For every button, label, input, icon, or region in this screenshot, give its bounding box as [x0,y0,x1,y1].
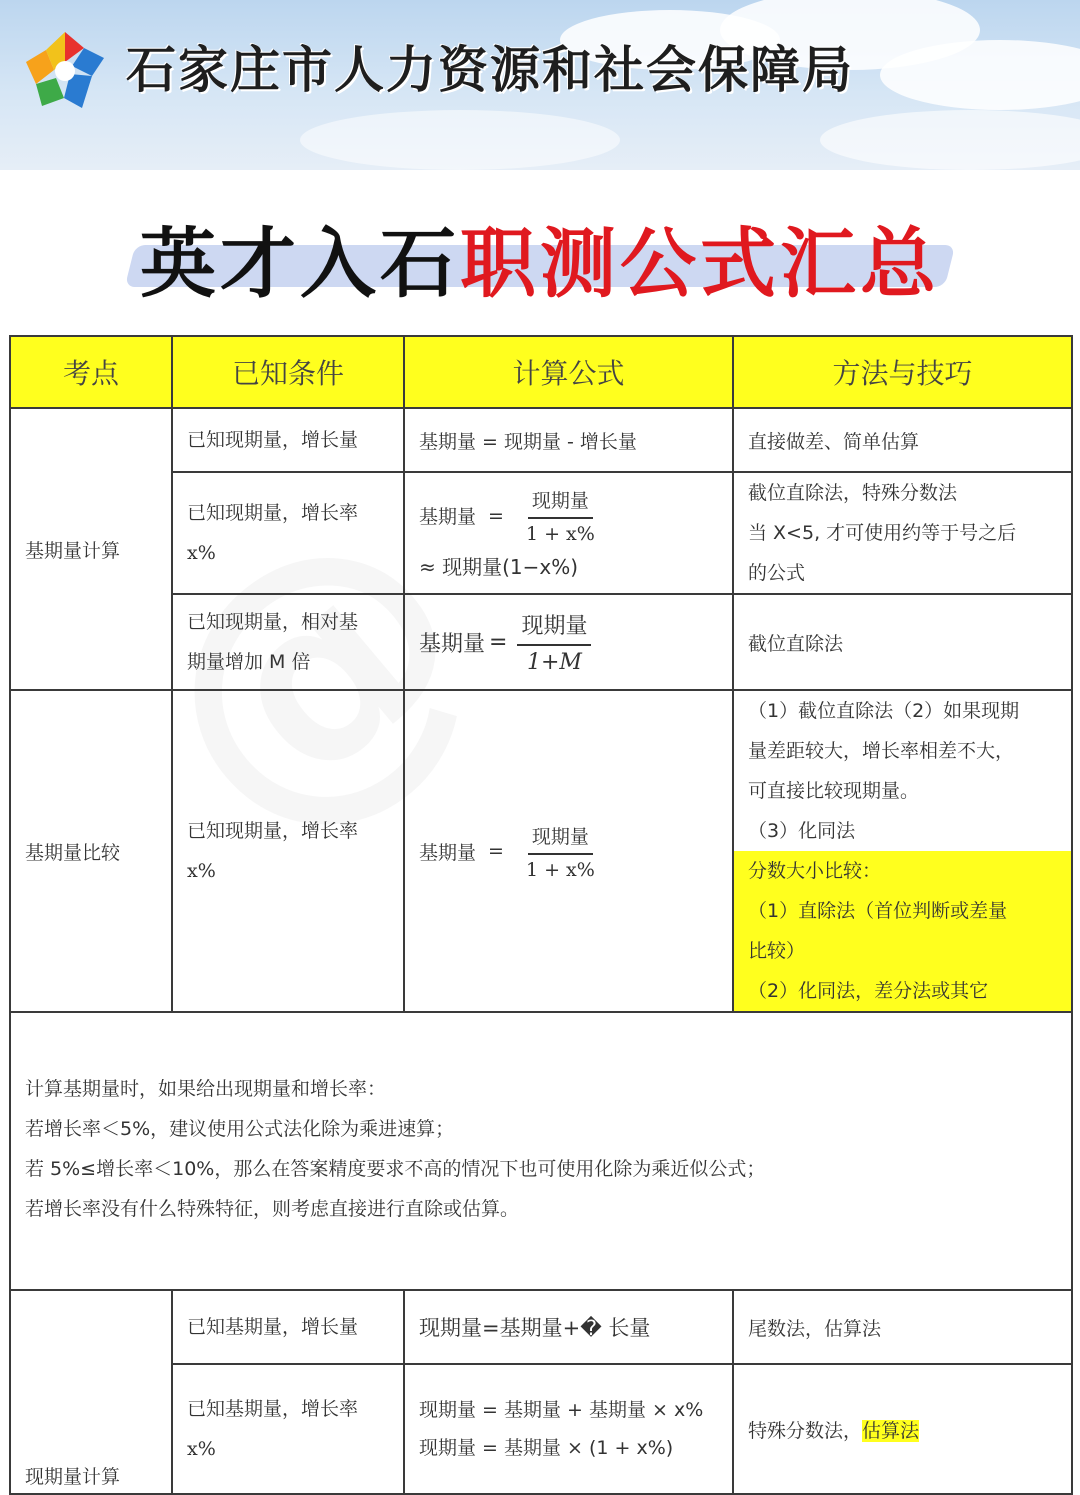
note-cell [10,1012,1072,1290]
condition-cell [172,1364,404,1494]
org-name: 石家庄市人力资源和社会保障局 [126,40,854,99]
table-row [10,690,1072,1012]
formula-cell [404,594,733,690]
tip-line: 可直接比较现期量。 [748,780,920,802]
condition-line: 已知现期量，相对基 [187,611,359,633]
fraction-denominator: 1 + x% [525,858,595,881]
bureau-logo-icon [22,28,108,114]
note-line: 计算基期量时，如果给出现期量和增长率： [25,1078,387,1100]
fraction [522,486,599,545]
note-line: 若 5%≤增长率＜10%，那么在答案精度要求不高的情况下也可使用化除为乘近似公式； [25,1158,766,1180]
table-header-row [10,336,1072,408]
tip-cell [733,472,1072,594]
table-row [10,408,1072,472]
fraction [517,609,591,675]
tip-cell: 直接做差、简单估算 [733,408,1072,472]
formula-table [9,335,1073,1495]
tip-line: （3）化同法 [748,820,856,842]
formula-cell [404,690,733,1012]
tip-plain: 特殊分数法， [748,1419,863,1442]
formula-lhs: 基期量 [419,631,486,657]
category-base-calc: 基期量计算 [10,408,172,690]
tip-line: 分数大小比较： [748,860,882,882]
formula-line: 现期量 = 基期量 × (1 + x%) [419,1437,674,1459]
page-title [0,203,1080,312]
formula-eq: = [488,840,504,862]
formula-cell [404,472,733,594]
condition-cell: 已知现期量，增长量 [172,408,404,472]
fraction-denominator: 1+M [526,650,582,675]
formula-lhs: 基期量 [419,506,477,528]
formula-eq: = [489,629,508,655]
header-formula: 计算公式 [404,336,733,408]
fraction-numerator: 现期量 [528,486,593,519]
tip-cell [733,690,1072,1012]
table-row [10,1290,1072,1364]
condition-line: x% [187,1438,216,1460]
formula-line: 现期量 = 基期量 + 基期量 × x% [419,1399,704,1421]
tip-line: （1）截位直除法（2）如果现期 [748,700,1020,722]
formula-cell: 现期量=基期量+� 长量 [404,1290,733,1364]
condition-cell [172,690,404,1012]
formula-eq: = [488,504,504,527]
fraction [522,822,599,881]
formula-cell [404,1364,733,1494]
condition-cell [172,472,404,594]
formula-approx: ≈ 现期量(1−x%) [419,555,579,579]
condition-line: x% [187,542,216,564]
title-part2: 职测公式汇总 [460,219,940,308]
tip-cell: 尾数法，估算法 [733,1290,1072,1364]
tip-line: （1）直除法（首位判断或差量 [748,900,1008,922]
page-title-area [0,195,1080,308]
tip-line: 量差距较大，增长率相差不大， [748,740,1015,762]
fraction-numerator: 现期量 [517,609,591,646]
tip-cell [733,1364,1072,1494]
condition-cell [172,594,404,690]
tip-cell: 截位直除法 [733,594,1072,690]
note-line: 若增长率没有什么特殊特征，则考虑直接进行直除或估算。 [25,1198,520,1220]
condition-cell: 已知基期量，增长量 [172,1290,404,1364]
tip-line: 当 X<5, 才可使用约等于号之后 [748,522,1017,544]
condition-line: 已知现期量，增长率 [187,502,359,524]
category-base-compare: 基期量比较 [10,690,172,1012]
condition-line: x% [187,860,216,882]
fraction-numerator: 现期量 [528,822,593,855]
condition-line: 已知现期量，增长率 [187,820,359,842]
tip-highlight-block [734,851,1071,1011]
header-banner [0,0,1080,170]
category-current-calc: 现期量计算 [10,1290,172,1494]
fraction-denominator: 1 + x% [525,523,595,545]
condition-line: 已知基期量，增长率 [187,1398,359,1420]
table-row-note [10,1012,1072,1290]
tip-line: 的公式 [748,562,806,584]
header-condition: 已知条件 [172,336,404,408]
note-line: 若增长率＜5%，建议使用公式法化除为乘进速算； [25,1118,455,1140]
tip-line: （2）化同法，差分法或其它 [748,980,989,1002]
title-part1: 英才入石 [140,219,460,308]
condition-line: 期量增加 M 倍 [187,651,311,673]
tip-highlight: 估算法 [862,1419,920,1442]
header-topic: 考点 [10,336,172,408]
formula-cell: 基期量 = 现期量 - 增长量 [404,408,733,472]
tip-line: 截位直除法，特殊分数法 [748,482,958,504]
tip-line: 比较） [748,940,806,962]
header-tip: 方法与技巧 [733,336,1072,408]
formula-lhs: 基期量 [419,841,477,864]
